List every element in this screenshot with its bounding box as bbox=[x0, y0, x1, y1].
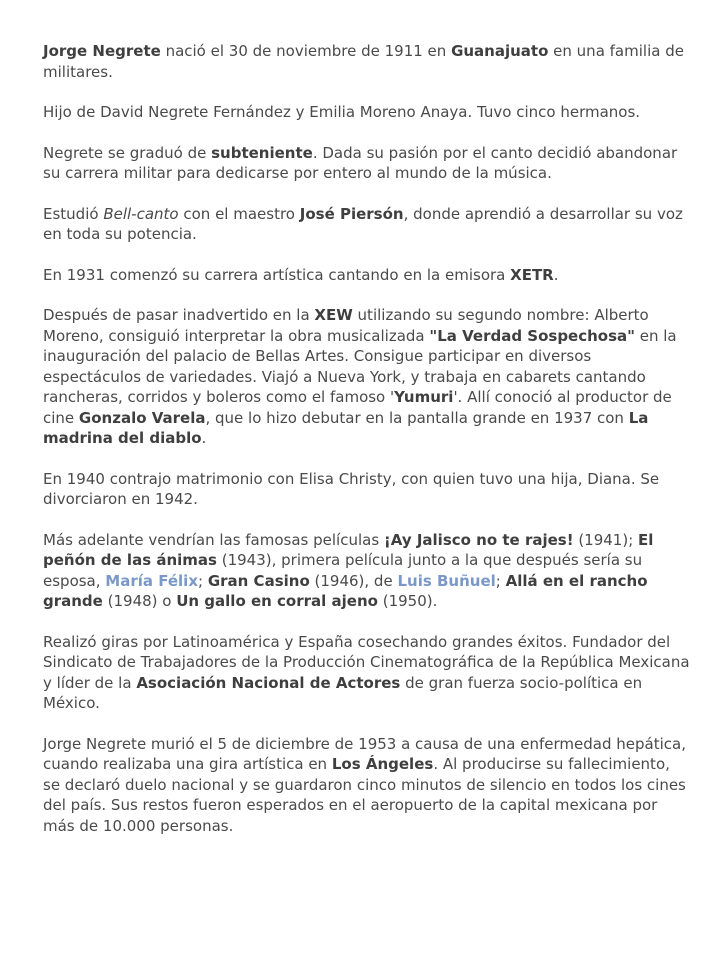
paragraph-studies: Estudió Bell-canto con el maestro José Piersón, donde aprendió a desarrollar su voz en toda su potencia. bbox=[43, 204, 683, 243]
paragraph-early-career: Después de pasar inadvertido en la XEW utilizando su segundo nombre: Alberto Moreno, consiguió interpretar la obra musicalizada "La Verdad Sospechosa" en la inauguración del palacio de Bellas Artes. Consigue participar en diversos espectáculos de variedades. Viajó a Nueva York, y trabaja en cabarets cantando rancheras, corridos y boleros como el famoso 'Yumuri'. Allí conoció al productor de cine Gonzalo Varela, que lo hizo debutar en la pantalla grande en 1937 con La madrina del diablo. bbox=[43, 306, 677, 447]
film-bold: ¡Ay Jalisco no te rajes! bbox=[383, 530, 574, 549]
organization-bold: Asociación Nacional de Actores bbox=[136, 673, 401, 692]
biography-article bbox=[43, 41, 691, 856]
luis-bunuel-link[interactable]: Luis Buñuel bbox=[397, 571, 496, 590]
work-bold: "La Verdad Sospechosa" bbox=[429, 326, 635, 345]
station-bold: XEW bbox=[314, 306, 353, 324]
city-bold: Los Ángeles bbox=[331, 755, 434, 773]
paragraph-tours: Realizó giras por Latinoamérica y España cosechando grandes éxitos. Fundador del Sindicato de Trabajadores de la Producción Cinematográfica de la República Mexicana y líder de la Asociación Nacional de Actores de gran fuerza socio-política en México. bbox=[43, 632, 690, 712]
paragraph-family: Hijo de David Negrete Fernández y Emilia Moreno Anaya. Tuvo cinco hermanos. bbox=[43, 103, 641, 121]
film-bold: El peñón de las ánimas bbox=[43, 530, 654, 569]
name-bold: Jorge Negrete bbox=[43, 42, 161, 60]
city-bold: Guanajuato bbox=[451, 42, 549, 60]
paragraph-military: Negrete se graduó de subteniente. Dada su pasión por el canto decidió abandonar su carrera militar para dedicarse por entero al mundo de la música. bbox=[43, 143, 678, 182]
film-bold: Un gallo en corral ajeno bbox=[176, 592, 378, 610]
paragraph-career-start: En 1931 comenzó su carrera artística cantando en la emisora XETR. bbox=[43, 265, 559, 284]
style-italic: Bell-canto bbox=[103, 204, 179, 223]
paragraph-death: Jorge Negrete murió el 5 de diciembre de 1953 a causa de una enfermedad hepática, cuando realizaba una gira artística en Los Ángeles. Al producirse su fallecimiento, se declaró duelo nacional y se guardaron cinco minutos de silencio en todos los cines del país. Sus restos fueron esperados en el aeropuerto de la capital mexicana por más de 10.000 personas. bbox=[43, 734, 686, 835]
film-bold: Allá en el rancho grande bbox=[43, 571, 648, 610]
paragraph-birth: Jorge Negrete nació el 30 de noviembre de 1911 en Guanajuato en una familia de militares. bbox=[43, 42, 684, 81]
station-bold: XETR bbox=[510, 265, 554, 284]
teacher-bold: José Piersón bbox=[299, 204, 404, 223]
rank-bold: subteniente bbox=[211, 143, 313, 162]
song-bold: Yumuri bbox=[394, 388, 454, 406]
maria-felix-link[interactable]: María Félix bbox=[105, 571, 198, 590]
paragraph-films: Más adelante vendrían las famosas películas ¡Ay Jalisco no te rajes! (1941); El peñón de las ánimas (1943), primera película junto a la que después sería su esposa, María Félix; Gran Casino (1946), de Luis Buñuel; Allá en el rancho grande (1948) o Un gallo en corral ajeno (1950). bbox=[43, 530, 654, 610]
film-bold: La madrina del diablo bbox=[43, 408, 649, 447]
film-bold: Gran Casino bbox=[207, 571, 310, 590]
producer-bold: Gonzalo Varela bbox=[78, 408, 206, 427]
paragraph-marriage: En 1940 contrajo matrimonio con Elisa Christy, con quien tuvo una hija, Diana. Se divorciaron en 1942. bbox=[43, 469, 660, 508]
